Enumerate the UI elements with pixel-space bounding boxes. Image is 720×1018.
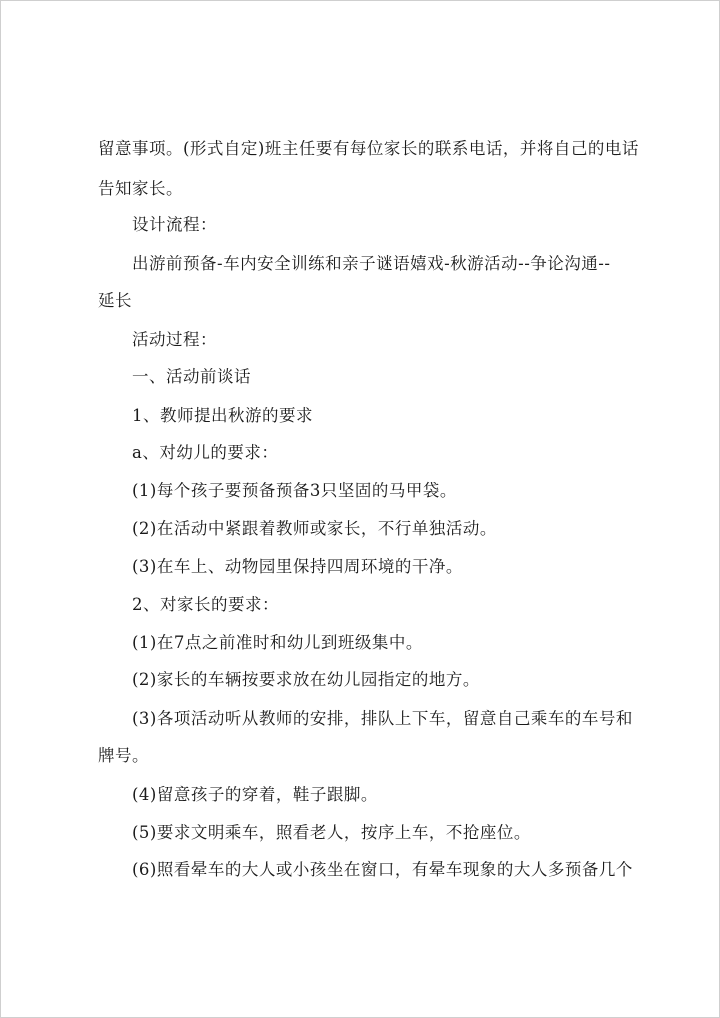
list-item: (1)每个孩子要预备预备3只坚固的马甲袋。 [132,481,457,500]
section-heading: 活动过程： [132,330,217,349]
list-item: (2)家长的车辆按要求放在幼儿园指定的地方。 [132,670,480,689]
list-item: (2)在活动中紧跟着教师或家长，不行单独活动。 [132,519,497,538]
text-line: 延长 [98,291,132,310]
text-line: 留意事项。(形式自定)班主任要有每位家长的联系电话，并将自己的电话 [98,139,639,158]
list-item: 2、对家长的要求： [132,595,279,614]
list-item: (4)留意孩子的穿着，鞋子跟脚。 [132,785,378,804]
list-item: (5)要求文明乘车，照看老人，按序上车，不抢座位。 [132,823,531,842]
text-line: 告知家长。 [98,179,183,198]
section-heading: 一、活动前谈话 [132,367,251,386]
list-item: (1)在7点之前准时和幼儿到班级集中。 [132,633,423,652]
section-heading: 设计流程： [132,215,217,234]
text-line: 牌号。 [98,746,149,765]
list-item: (6)照看晕车的大人或小孩坐在窗口，有晕车现象的大人多预备几个 [132,860,633,879]
list-item: 1、教师提出秋游的要求 [132,406,313,425]
list-item: (3)在车上、动物园里保持四周环境的干净。 [132,557,463,576]
text-line: 出游前预备-车内安全训练和亲子谜语嬉戏-秋游活动--争论沟通-- [132,254,611,273]
list-item: (3)各项活动听从教师的安排，排队上下车，留意自己乘车的车号和 [132,709,633,728]
list-item: a、对幼儿的要求： [132,443,279,462]
